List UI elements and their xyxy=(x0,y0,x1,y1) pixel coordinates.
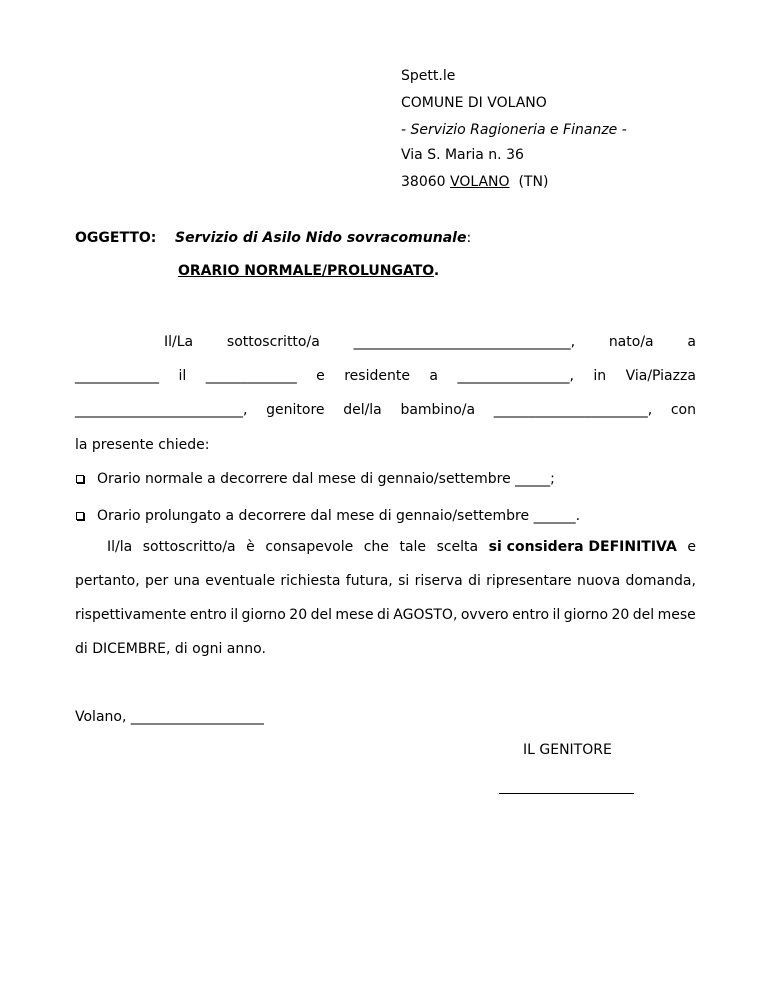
word: il xyxy=(552,607,561,623)
word: ripresentare xyxy=(486,573,572,589)
word: in xyxy=(593,368,607,384)
word: ovvero xyxy=(460,607,509,623)
option-extended: Orario prolungato a decorrere dal mese di gennaio/settembre ______. xyxy=(97,508,581,524)
recipient-salutation: Spett.le xyxy=(401,68,456,84)
word: _______________________________, xyxy=(353,334,576,350)
place-date: Volano, ___________________ xyxy=(75,709,264,725)
signature-label: IL GENITORE xyxy=(523,742,612,758)
paragraph-line-1 xyxy=(107,538,696,556)
subject-title-line xyxy=(175,229,471,247)
word: con xyxy=(670,402,696,418)
signature-line xyxy=(499,793,634,794)
word: eventuale xyxy=(205,573,276,589)
recipient-town: VOLANO xyxy=(450,174,510,190)
recipient-city-line xyxy=(401,173,548,191)
option-normal: Orario normale a decorrere dal mese di gennaio/settembre _____; xyxy=(97,471,555,487)
subject-title: Servizio di Asilo Nido sovracomunale xyxy=(175,230,467,246)
word: e xyxy=(316,368,325,384)
word: ______________________, xyxy=(493,402,653,418)
word: di xyxy=(377,607,390,623)
recipient-service: - Servizio Ragioneria e Finanze - xyxy=(401,122,627,138)
word: futura, xyxy=(345,573,393,589)
body-line-1 xyxy=(164,333,696,351)
word: per xyxy=(145,573,169,589)
word: si xyxy=(398,573,410,589)
word: sottoscritto/a xyxy=(226,334,320,350)
subject-subtitle-line xyxy=(178,262,439,280)
word: il xyxy=(178,368,187,384)
word: ____________ xyxy=(75,368,159,384)
word: e xyxy=(687,539,696,555)
recipient-entity: COMUNE DI VOLANO xyxy=(401,95,547,111)
word: bambino/a xyxy=(400,402,476,418)
body-line-4: la presente chiede: xyxy=(75,437,210,453)
word: 20 xyxy=(611,607,630,623)
word: richiesta xyxy=(280,573,341,589)
word: consapevole xyxy=(265,539,354,555)
word: ________________, xyxy=(457,368,574,384)
subject-subtitle: ORARIO NORMALE/PROLUNGATO xyxy=(178,263,434,279)
word: scelta xyxy=(436,539,479,555)
word: riserva xyxy=(414,573,463,589)
checkbox-bullet-icon xyxy=(76,475,84,483)
word: Il/La xyxy=(164,334,194,350)
word: entro xyxy=(512,607,550,623)
body-line-3 xyxy=(75,401,696,419)
word: sottoscritto/a xyxy=(142,539,236,555)
word: a xyxy=(429,368,438,384)
word: a xyxy=(687,334,696,350)
word: Via/Piazza xyxy=(625,368,696,384)
subject-title-colon: : xyxy=(466,230,472,246)
word: mese xyxy=(335,607,374,623)
word: mese xyxy=(657,607,696,623)
word: tale xyxy=(399,539,427,555)
word: che xyxy=(363,539,389,555)
word: entro xyxy=(189,607,227,623)
paragraph-line-4: di DICEMBRE, di ogni anno. xyxy=(75,641,266,657)
word: ________________________, xyxy=(75,402,248,418)
word: rispettivamente xyxy=(75,607,187,623)
word: 20 xyxy=(289,607,308,623)
word: domanda, xyxy=(625,573,696,589)
recipient-street: Via S. Maria n. 36 xyxy=(401,147,524,163)
word: di xyxy=(468,573,481,589)
paragraph-line-2 xyxy=(75,572,696,590)
word: del xyxy=(310,607,332,623)
emphasis-definitive: si considera DEFINITIVA xyxy=(488,539,677,555)
word: Il/la xyxy=(107,539,133,555)
word: nuova xyxy=(576,573,621,589)
word: del/la xyxy=(343,402,382,418)
checkbox-bullet-icon xyxy=(76,512,84,520)
word: è xyxy=(246,539,255,555)
subject-label: OGGETTO: xyxy=(75,230,157,246)
word: una xyxy=(173,573,200,589)
word: genitore xyxy=(266,402,325,418)
word: residente xyxy=(344,368,410,384)
word: pertanto, xyxy=(75,573,140,589)
recipient-province: (TN) xyxy=(518,174,549,190)
subject-subtitle-dot: . xyxy=(433,263,440,279)
word: _____________ xyxy=(205,368,297,384)
paragraph-line-3 xyxy=(75,606,696,624)
body-line-2 xyxy=(75,367,696,385)
word: nato/a xyxy=(608,334,654,350)
word: del xyxy=(632,607,655,623)
word: AGOSTO, xyxy=(393,607,458,623)
word: giorno xyxy=(563,607,609,623)
word: giorno xyxy=(241,607,286,623)
recipient-cap: 38060 xyxy=(401,174,446,190)
word: il xyxy=(230,607,239,623)
